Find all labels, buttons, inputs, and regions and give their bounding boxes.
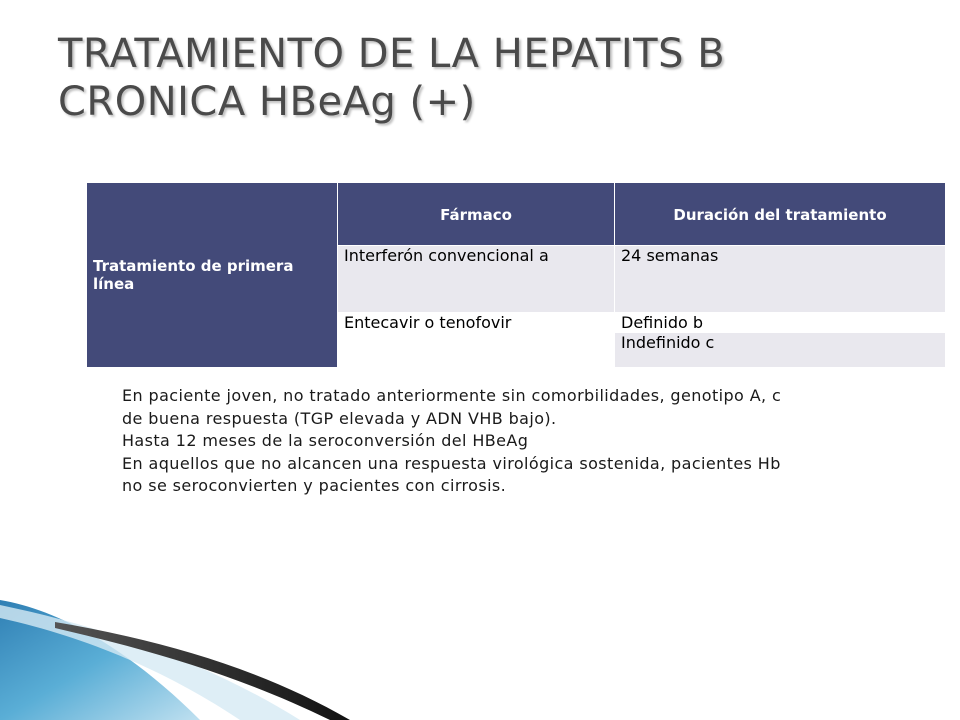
- footnote-line: Hasta 12 meses de la seroconversión del HBeAg: [122, 431, 529, 450]
- footnote-line: no se seroconvierten y pacientes con cirrosis.: [122, 476, 507, 495]
- column-header-drug: Fármaco: [338, 183, 615, 246]
- footnote-line: En paciente joven, no tratado anteriormente sin comorbilidades, genotipo A, c: [122, 386, 782, 405]
- row-header-cell: Tratamiento de primera línea: [87, 183, 338, 368]
- column-header-duration: Duración del tratamiento: [615, 183, 946, 246]
- footnote-line: de buena respuesta (TGP elevada y ADN VHB bajo).: [122, 408, 557, 428]
- title-line-1: TRATAMIENTO DE LA HEPATITS B: [58, 31, 726, 77]
- title-line-2: CRONICA HBeAg (+): [58, 79, 476, 125]
- table-cell-duration: 24 semanas: [615, 246, 946, 313]
- table-cell-duration: Indefinido c: [615, 333, 946, 368]
- table-cell-duration: Definido b: [615, 313, 946, 333]
- footnote-line: En aquellos que no alcancen una respuesta virológica sostenida, pacientes Hb: [122, 453, 781, 473]
- table-cell-drug: Interferón convencional a: [338, 246, 615, 313]
- table-cell-drug: Entecavir o tenofovir: [338, 313, 615, 368]
